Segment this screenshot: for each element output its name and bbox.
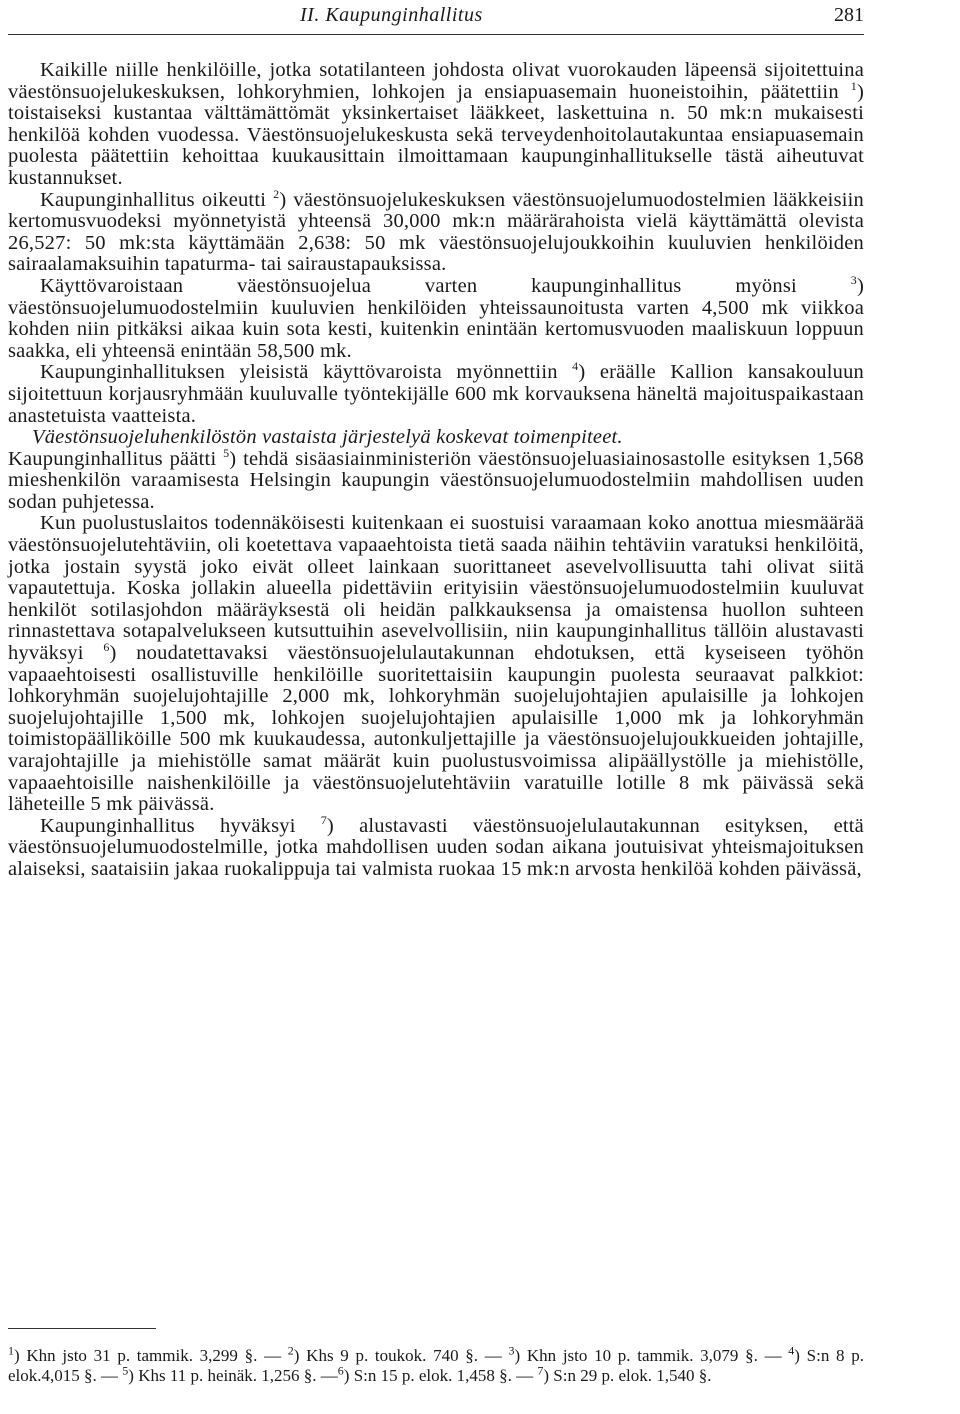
body-text xyxy=(8,60,864,881)
document-page xyxy=(8,0,865,1385)
footnote-text: ) S:n 8 p. elok.4,015 §. — xyxy=(8,1346,864,1385)
text-run: ) tehdä sisäasiainministeriön väestönsuojeluasiainosastolle esityksen 1,568 mieshenkilön varaamisesta Helsingin kaupungin väestönsuojelumuodostelmiin mahdollisen uuden sodan puhjetessa. xyxy=(8,447,865,513)
text-run: ) toistaiseksi kustantaa välttämättömät yksinkertaiset lääkkeet, laskettuina n. 50 mk:n mukaisesti henkilöä kohden vuodessa. Väestönsuojelukeskusta sekä terveydenhoitolautakuntaa ensiapuasemain puolesta päätettiin kehoittaa kuukausittain ilmoittamaan kaupunginhallitukselle tästä aiheutuvat kustannukset. xyxy=(8,80,864,189)
footnote-ref: 1 xyxy=(850,78,857,93)
footnote-ref: 4 xyxy=(572,359,579,374)
footnote-ref: 6 xyxy=(103,640,110,655)
footnote-text: ) Khs 11 p. heinäk. 1,256 §. — xyxy=(128,1366,338,1385)
footnote-mark: 4 xyxy=(788,1343,795,1358)
text-run: Kaupunginhallitus hyväksyi xyxy=(40,814,321,837)
footnote-rule xyxy=(8,1328,156,1329)
footnote-mark: 7 xyxy=(537,1363,544,1378)
running-title: II. Kaupunginhallitus xyxy=(300,4,483,26)
text-run: ) väestönsuojelumuodostelmiin kuuluvien henkilöiden yhteissaunoitusta varten 4,500 mk viikkoa kohden niin pitkäksi aikaa kuin sota kesti, kuitenkin enintään kertomusvuoden maaliskuun loppuun saakka, eli yhteensä enintään 58,500 mk. xyxy=(8,274,864,362)
footnote-text: ) Khn jsto 31 p. tammik. 3,299 §. — xyxy=(14,1346,288,1365)
text-run: ) alustavasti väestönsuojelulautakunnan esityksen, että väestönsuojelumuodostelmille, jotka mahdollisen uuden sodan aikana joutuisivat yhteismajoituksen alaiseksi, saataisiin jakaa ruokalippuja tai valmista ruokaa 15 mk:n arvosta henkilöä kohden päivässä, xyxy=(8,814,864,880)
text-run: Kaupunginhallituksen yleisistä käyttövaroista myönnettiin xyxy=(40,361,573,384)
footnote-text: ) Khn jsto 10 p. tammik. 3,079 §. — xyxy=(514,1346,789,1365)
paragraph xyxy=(8,186,864,276)
paragraph xyxy=(8,60,864,190)
text-run: Käyttövaroistaan väestönsuojelua varten kaupunginhallitus myönsi xyxy=(40,274,851,297)
text-run: Kun puolustuslaitos todennäköisesti kuitenkaan ei suostuisi varaamaan koko anottua miesmäärää väestönsuojelutehtäviin, oli koetettava vapaaehtoista tietä saada näihin tehtäviin varatuksi henkilöitä, jotka jostain syystä joko eivät olleet lainkaan suorittaneet asevelvollisuutta tahi olivat siitä vapautettuja. Koska jollakin alueella pidettäviin erityisiin väestönsuojelumuodostelmiin kuuluvat henkilöt sotilasjohdon määräyksestä oli heidän palkkauksensa ja omaistensa huollon suhteen rinnastettava sotapalvelukseen kutsuttuihin asevelvollisiin, niin kaupunginhallitus tällöin alustavasti hyväksyi xyxy=(8,512,864,665)
text-run: Kaupunginhallitus oikeutti xyxy=(40,188,274,211)
section-subheading: Väestönsuojeluhenkilöstön vastaista järjestelyä koskevat toimenpiteet. xyxy=(32,426,623,449)
footnote-block xyxy=(8,1343,864,1386)
page-number: 281 xyxy=(834,4,864,26)
running-header xyxy=(8,0,864,32)
footnotes xyxy=(8,1343,864,1386)
footnote-ref: 2 xyxy=(273,186,280,201)
footnote-text: ) S:n 29 p. elok. 1,540 §. xyxy=(543,1366,712,1385)
footnote-text: ) Khs 9 p. toukok. 740 §. — xyxy=(293,1346,509,1365)
footnote-ref: 7 xyxy=(320,812,327,827)
text-run: ) noudatettavaksi väestönsuojelulautakunnan ehdotuksen, että kyseiseen työhön vapaaehtoisesti osallistuville henkilöille suoritettaisiin kaupungin puolesta seuraavat palkkiot: lohkoryhmän suojelujohtajille 2,000 mk, lohkoryhmän suojelujohtajien apulaisille ja lohkojen suojelujohtajille 1,500 mk, lohkojen suojelujohtajien apulaisille 1,000 mk ja lohkoryhmän toimistopäälliköille 500 mk kuukaudessa, autonkuljettajille ja väestönsuojelujoukkueiden johtajille, varajohtajille ja miehistölle samat määrät kuin puolustusvoimissa alipäällystölle ja miehistölle, vapaaehtoisille naishenkilöille ja väestönsuojelutehtäviin varatuille lotille 8 mk päivässä sekä läheteille 5 mk päivässä. xyxy=(8,642,865,816)
footnote-mark: 3 xyxy=(508,1343,515,1358)
footnote-mark: 1 xyxy=(8,1343,14,1358)
text-run: ) eräälle Kallion kansakouluun sijoitettuun korjausryhmään kuuluvalle työntekijälle 600 mk korvauksena häneltä majoituspaikastaan anastetuista vaatteista. xyxy=(8,361,864,427)
footnote-text: ) S:n 15 p. elok. 1,458 §. — xyxy=(343,1366,538,1385)
footnote-ref: 3 xyxy=(850,273,857,288)
footnote-mark: 5 xyxy=(122,1363,129,1378)
text-run: Kaikille niille henkilöille, jotka sotatilanteen johdosta olivat vuorokauden läpeensä sijoitettuina väestönsuojelukeskuksen, lohkoryhmien, lohkojen ja ensiapuasemain huoneistoihin, päätettiin xyxy=(8,59,864,103)
footnote-ref: 5 xyxy=(223,445,230,460)
paragraph xyxy=(8,273,864,362)
header-rule xyxy=(8,34,864,35)
paragraph xyxy=(8,812,864,881)
paragraph xyxy=(8,513,864,815)
footnote-mark: 6 xyxy=(337,1363,344,1378)
paragraph xyxy=(8,445,865,514)
paragraph xyxy=(8,359,864,427)
text-run: ) väestönsuojelukeskuksen väestönsuojelumuodostelmien lääkkeisiin kertomusvuodeksi myönnetyistä yhteensä 30,000 mk:n määrärahoista vielä käyttämättä olevista 26,527: 50 mk:sta käyttämään 2,638: 50 mk väestönsuojelujoukkoihin kuuluvien henkilöiden sairaalamaksuihin tapaturma- tai sairaustapauksissa. xyxy=(8,188,864,276)
footnote-mark: 2 xyxy=(287,1343,294,1358)
text-run: Kaupunginhallitus päätti xyxy=(8,447,224,470)
